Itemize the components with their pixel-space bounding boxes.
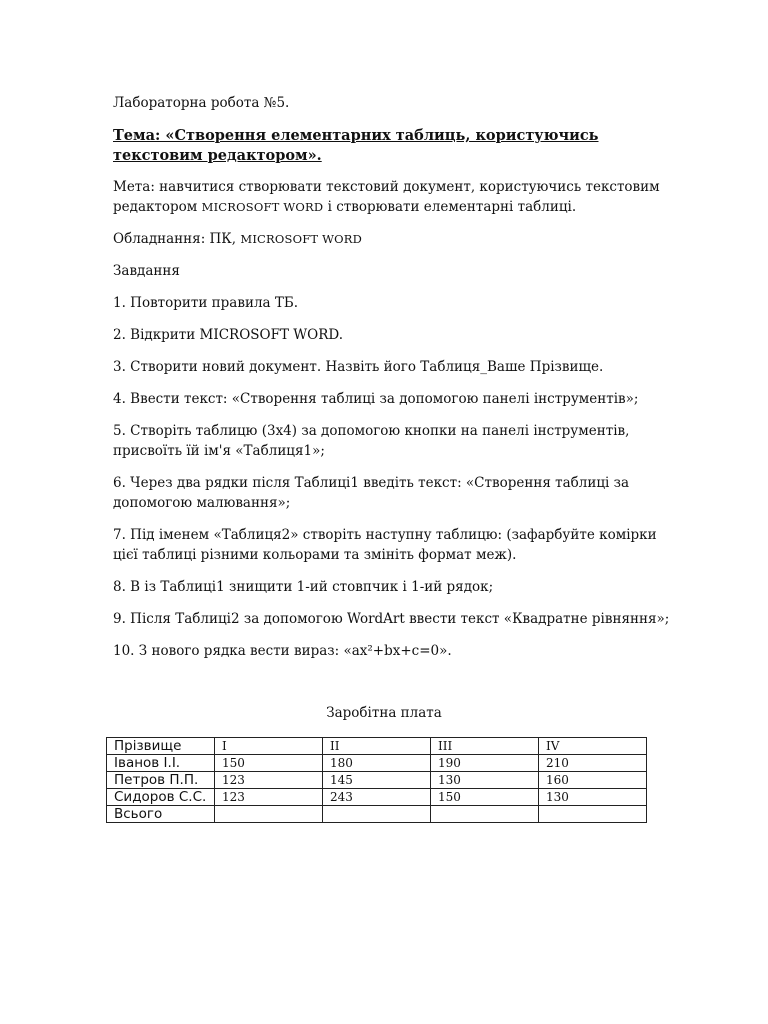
equipment-paragraph <box>113 229 673 249</box>
task-item-7: 7. Під іменем «Таблиця2» створіть наступну таблицю: (зафарбуйте комірки цієї таблиці різними кольорами та змініть формат меж). <box>113 527 657 563</box>
table-cell: 210 <box>539 755 647 772</box>
table-cell <box>215 806 323 823</box>
table-header-cell: IV <box>539 738 647 755</box>
table-caption: Заробітна плата <box>326 705 442 721</box>
task-item-10: 10. З нового рядка вести вираз: «ax²+bx+c=0». <box>113 643 452 659</box>
topic-title: Тема: «Створення елементарних таблиць, користуючись текстовим редактором». <box>113 127 599 164</box>
table-cell: 243 <box>323 789 431 806</box>
goal-text-before: Мета: навчитися створювати текстовий документ, користуючись текстовим редактором <box>113 179 660 215</box>
task-item-6: 6. Через два рядки після Таблиці1 введіть текст: «Створення таблиці за допомогою малювання»; <box>113 475 630 511</box>
table-cell <box>431 806 539 823</box>
goal-product-name: MICROSOFT WORD <box>201 200 324 214</box>
task-header: Завдання <box>113 263 180 279</box>
table-cell: 190 <box>431 755 539 772</box>
table-cell <box>323 806 431 823</box>
table-header-cell: II <box>323 738 431 755</box>
table-cell: 160 <box>539 772 647 789</box>
salary-table <box>106 737 647 823</box>
equipment-text: Обладнання: ПК, <box>113 231 241 247</box>
table-cell: Сидоров С.С. <box>107 789 215 806</box>
table-row <box>107 772 647 789</box>
table-cell: 130 <box>431 772 539 789</box>
goal-paragraph <box>113 177 673 217</box>
table-cell: Петров П.П. <box>107 772 215 789</box>
document-body <box>113 93 673 673</box>
task-item-4: 4. Ввести текст: «Створення таблиці за допомогою панелі інструментів»; <box>113 391 639 407</box>
table-cell: Іванов І.І. <box>107 755 215 772</box>
task-item-8: 8. В із Таблиці1 знищити 1-ий стовпчик і 1-ий рядок; <box>113 579 494 595</box>
table-cell <box>539 806 647 823</box>
table-header-row <box>107 738 647 755</box>
table-total-row <box>107 806 647 823</box>
equipment-product-name: MICROSOFT WORD <box>240 232 363 246</box>
table-cell: Всього <box>107 806 215 823</box>
task-item-5: 5. Створіть таблицю (3х4) за допомогою кнопки на панелі інструментів, присвоїть їй ім'я «Таблиця1»; <box>113 423 630 459</box>
table-row <box>107 755 647 772</box>
lab-heading: Лабораторна робота №5. <box>113 95 290 111</box>
task-item-2: 2. Відкрити MICROSOFT WORD. <box>113 327 343 343</box>
task-item-3: 3. Створити новий документ. Назвіть його Таблиця_Ваше Прізвище. <box>113 359 604 375</box>
table-cell: 123 <box>215 789 323 806</box>
table-cell: 150 <box>431 789 539 806</box>
table-header-cell: Прізвище <box>107 738 215 755</box>
goal-text-after: і створювати елементарні таблиці. <box>323 199 577 215</box>
table-row <box>107 789 647 806</box>
task-item-9: 9. Після Таблиці2 за допомогою WordArt ввести текст «Квадратне рівняння»; <box>113 611 670 627</box>
table-cell: 150 <box>215 755 323 772</box>
table-cell: 180 <box>323 755 431 772</box>
table-cell: 145 <box>323 772 431 789</box>
table-cell: 130 <box>539 789 647 806</box>
table-cell: 123 <box>215 772 323 789</box>
table-header-cell: III <box>431 738 539 755</box>
table-header-cell: I <box>215 738 323 755</box>
task-item-1: 1. Повторити правила ТБ. <box>113 295 299 311</box>
